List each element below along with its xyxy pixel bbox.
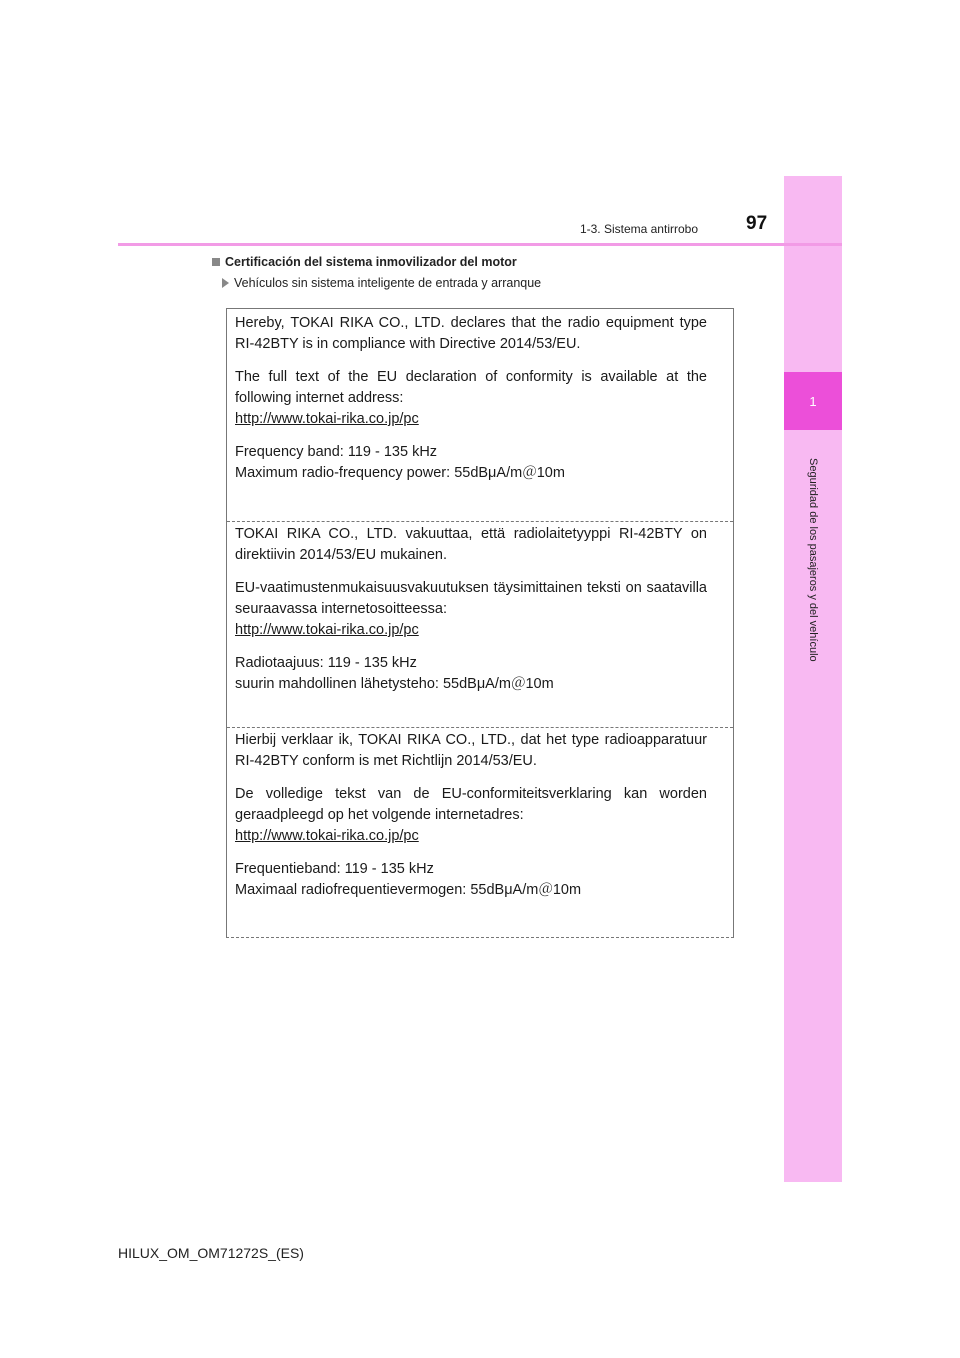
frequency-band: Radiotaajuus: 119 - 135 kHz (235, 655, 417, 671)
document-footer: HILUX_OM_OM71272S_(ES) (118, 1245, 304, 1261)
subheading (222, 276, 541, 290)
max-power: suurin mahdollinen lähetysteho: 55dBμA/m＠10m (235, 676, 554, 692)
fulltext-note: De volledige tekst van de EU-conformiteitsverklaring kan worden geraadpleegd op het volgende internetadres: (235, 786, 707, 823)
fulltext-note: The full text of the EU declaration of conformity is available at the following internet address: (235, 369, 707, 406)
heading-text: Certificación del sistema inmovilizador del motor (225, 255, 517, 269)
certificate-dutch (227, 727, 733, 937)
certificate-finnish (227, 521, 733, 725)
section-name: 1-3. Sistema antirrobo (579, 222, 698, 236)
page-number: 97 (746, 213, 768, 234)
declaration-link[interactable]: http://www.tokai-rika.co.jp/pc (235, 828, 419, 844)
declaration-text: Hereby, TOKAI RIKA CO., LTD. declares that the radio equipment type RI-42BTY is in compliance with Directive 2014/53/EU. (235, 315, 707, 352)
subheading-text: Vehículos sin sistema inteligente de entrada y arranque (234, 276, 542, 290)
certificate-english (227, 313, 733, 519)
declaration-link[interactable]: http://www.tokai-rika.co.jp/pc (235, 411, 419, 427)
max-power: Maximaal radiofrequentievermogen: 55dBμA/m＠10m (235, 882, 582, 898)
chapter-number-badge: 1 (784, 372, 842, 430)
square-bullet-icon (212, 258, 220, 266)
declaration-link[interactable]: http://www.tokai-rika.co.jp/pc (235, 622, 419, 638)
declaration-text: TOKAI RIKA CO., LTD. vakuuttaa, että radiolaitetyyppi RI-42BTY on direktiivin 2014/53/EU mukainen. (235, 526, 707, 563)
declaration-text: Hierbij verklaar ik, TOKAI RIKA CO., LTD., dat het type radioapparatuur RI-42BTY conform is met Richtlijn 2014/53/EU. (235, 732, 707, 769)
triangle-bullet-icon (222, 278, 229, 288)
frequency-band: Frequency band: 119 - 135 kHz (235, 444, 438, 460)
fulltext-note: EU-vaatimustenmukaisuusvakuutuksen täysimittainen teksti on saatavilla seuraavassa internetosoitteessa: (235, 580, 707, 617)
section-heading (212, 255, 517, 269)
header-rule (118, 243, 842, 246)
chapter-title-tab (784, 440, 842, 680)
max-power: Maximum radio-frequency power: 55dBμA/m＠10m (235, 465, 565, 481)
frequency-band: Frequentieband: 119 - 135 kHz (235, 861, 434, 877)
certification-box (226, 308, 734, 938)
chapter-title: Seguridad de los pasajeros y del vehículo (807, 458, 819, 662)
